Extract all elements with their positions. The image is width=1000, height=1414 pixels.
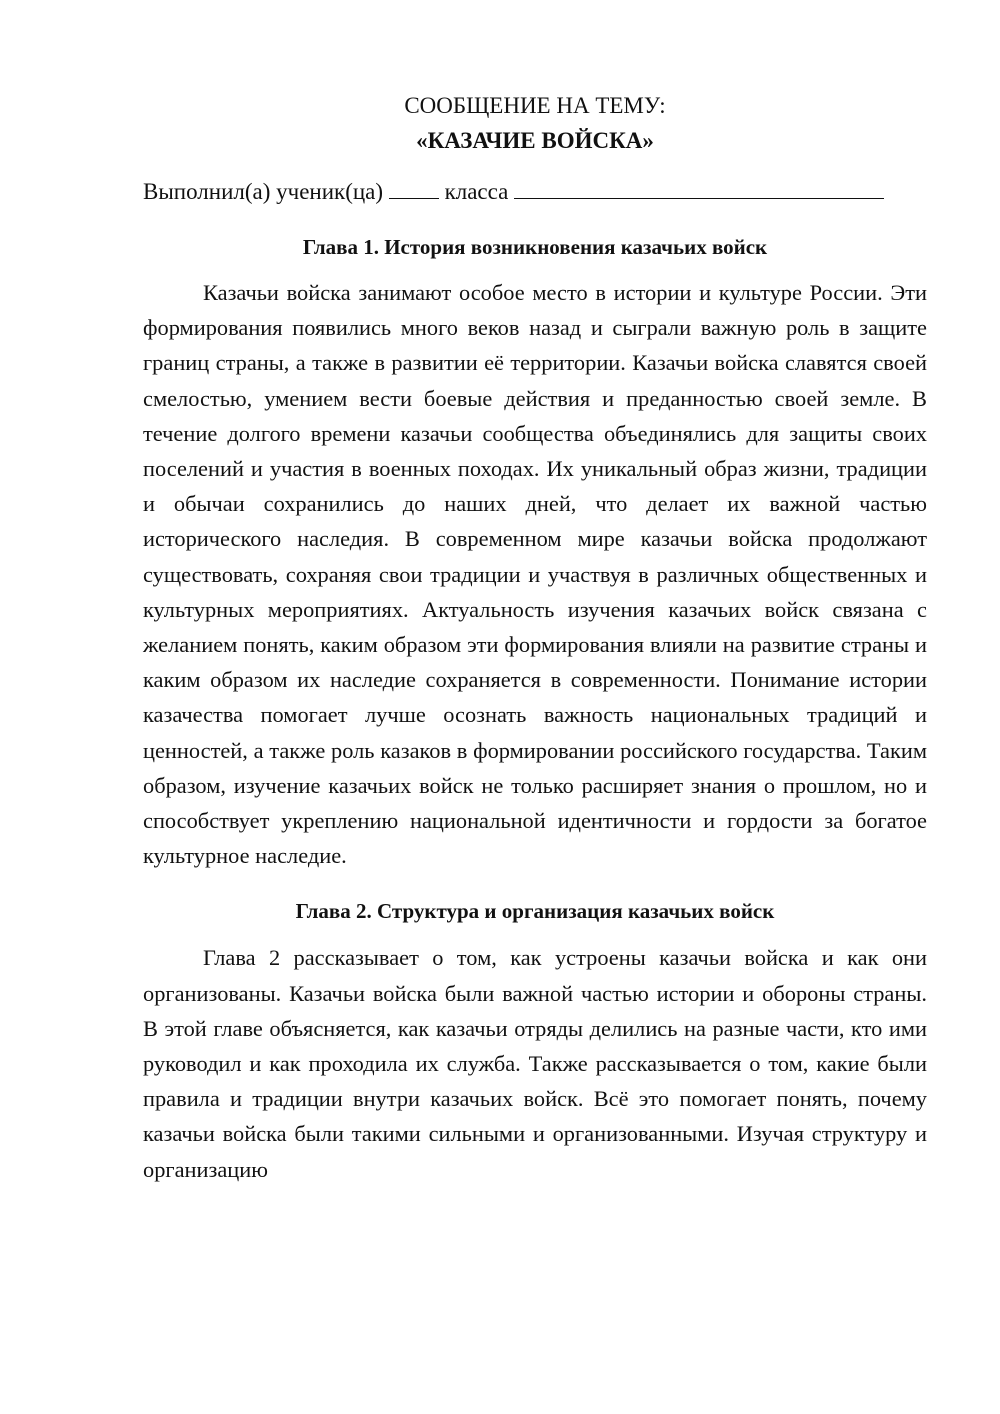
chapter-2-paragraph: Глава 2 рассказывает о том, как устроены казачьи войска и как они организованы. Казачьи войска были важной частью истории и обороны страны. В этой главе объясняется, как казачьи отряды делились на разные части, кто ими руководил и как проходила их служба. Также рассказывается о том, какие были правила и традиции внутри казачьих войск. Всё это помогает понять, почему казачьи войска были такими сильными и организованными. Изучая структуру и организацию — [143, 945, 927, 1182]
chapter-1-paragraph: Казачьи войска занимают особое место в истории и культуре России. Эти формирования появились много веков назад и сыграли важную роль в защите границ страны, а также в развитии её территории. Казачьи войска славятся своей смелостью, умением вести боевые действия и преданностью своей земле. В течение долгого времени казачьи сообщества объединялись для защиты своих поселений и участия в военных походах. Их уникальный образ жизни, традиции и обычаи сохранились до наших дней, что делает их важной частью исторического наследия. В современном мире казачьи войска продолжают существовать, сохраняя свои традиции и участвуя в различных общественных и культурных мероприятиях. Актуальность изучения казачьих войск связана с желанием понять, каким образом эти формирования влияли на развитие страны и каким образом их наследие сохраняется в современности. Понимание истории казачества помогает лучше осознать важность национальных традиций и ценностей, а также роль казаков в формировании российского государства. Таким образом, изучение казачьих войск не только расширяет знания о прошлом, но и способствует укреплению национальной идентичности и гордости за богатое культурное наследие. — [143, 280, 927, 869]
chapter-2-heading: Глава 2. Структура и организация казачьих войск — [295, 899, 775, 924]
author-line-prefix: Выполнил(а) ученик(ца) — [143, 179, 384, 204]
author-line — [143, 174, 927, 209]
class-number-blank — [389, 175, 439, 199]
document-title: СООБЩЕНИЕ НА ТЕМУ: — [404, 93, 666, 118]
document-subtitle: «КАЗАЧИЕ ВОЙСКА» — [416, 128, 654, 153]
chapter-1-heading: Глава 1. История возникновения казачьих войск — [302, 235, 768, 259]
student-name-blank — [514, 175, 884, 199]
author-line-class-label: класса — [444, 179, 509, 204]
document-content — [143, 88, 927, 1187]
